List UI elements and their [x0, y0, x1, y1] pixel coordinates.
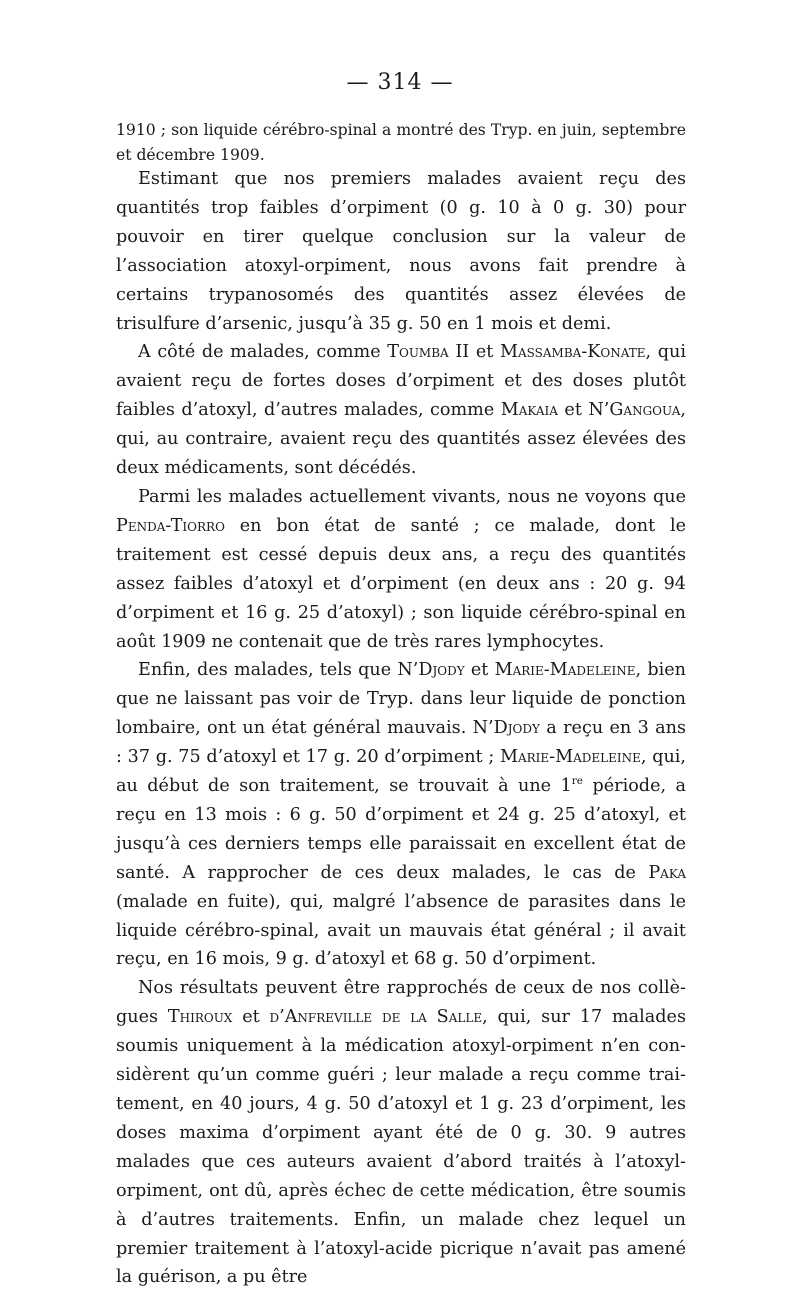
proper-name: Penda-Tiorro [116, 515, 225, 536]
text-run: période, a reçu en 13 mois : 6 g. 50 d’orpiment et 24 g. 25 d’atoxyl, et jusqu’à ces derniers temps elle paraissait en excellent état de santé. A rapprocher de ces deux malades, le cas de [116, 776, 687, 883]
text-run: et [557, 400, 589, 421]
text-run: , qui, sur 17 malades soumis uniquement à la médication atoxyl-orpiment n’en considèrent qu’un comme guéri ; leur malade a reçu comme traitement, en 40 jours, 4 g. 50 d’atoxyl et 1 g. 23 d’orpiment, les doses maxima d’orpiment ayant été de 0 g. 30. 9 autres malades que ces auteurs avaient d’abord traités à l’atoxyl-orpiment, ont dû, après échec de cette médication, être soumis à d’autres traitements. Enfin, un malade chez lequel un premier traitement à l’atoxyl-acide picrique n’avait pas amené la guérison, a pu être [116, 1007, 686, 1288]
paragraph [116, 483, 686, 656]
text-run: et [464, 660, 495, 681]
proper-name: Thiroux [167, 1007, 233, 1028]
proper-name: N’Djody [472, 718, 540, 739]
ordinal-suffix: re [571, 775, 584, 788]
text-run: A côté de malades, comme [138, 342, 388, 363]
proper-name: Marie-Madeleine [494, 660, 636, 681]
proper-name: Makaia [500, 400, 558, 421]
paragraph [116, 338, 686, 483]
text-run: Estimant que nos premiers malades avaient reçu des quantités trop faibles d’orpiment (0 g. 10 à 0 g. 30) pour pouvoir en tirer quelque conclusion sur la valeur de l’association atoxyl-orpiment, nous avons fait prendre à certains trypanosomés des quantités assez élevées de trisulfure d’arsenic, jusqu’à 35 g. 50 en 1 mois et demi. [116, 169, 686, 334]
text-run: II et [448, 342, 500, 363]
text-run: , qui, au début de son traitement, se trouvait à une 1 [116, 747, 687, 797]
text-run: , qui avaient reçu de fortes doses d’orpiment et des doses plutôt faibles d’atoxyl, d’autres malades, comme [116, 342, 686, 421]
text-run: , qui, au contraire, avaient reçu des quantités assez élevées des deux médicaments, sont décédés. [116, 400, 686, 479]
text-run: et [232, 1007, 270, 1028]
footnote: 1910 ; son liquide cérébro-spinal a montré des Tryp. en juin, septembre et décembre 1909. [116, 121, 686, 164]
text-run: Parmi les malades actuellement vivants, nous ne voyons que [138, 486, 686, 507]
paragraph [116, 974, 686, 1292]
proper-name: Paka [648, 862, 686, 883]
text-run: Enfin, des malades, tels que [138, 660, 398, 681]
paragraph [116, 656, 686, 974]
text-run: a reçu en 3 ans : 37 g. 75 d’atoxyl et 17 g. 20 d’orpiment ; [116, 718, 687, 768]
body-text [116, 165, 686, 1292]
text-run: Nos résultats peuvent être rapprochés de ceux de nos collègues [116, 978, 686, 1028]
proper-name: N’Djody [397, 660, 465, 681]
page-number: — 314 — [346, 70, 454, 95]
proper-name: Massamba-Konate [499, 342, 646, 363]
proper-name: d’Anfreville de la Salle [269, 1007, 483, 1028]
paragraph [116, 165, 686, 338]
proper-name: Marie-Madeleine [499, 747, 641, 768]
text-run: (malade en fuite), qui, malgré l’absence de parasites dans le liquide cérébro-spinal, avait un mauvais état général ; il avait reçu, en 16 mois, 9 g. d’atoxyl et 68 g. 50 d’orpiment. [116, 891, 686, 970]
text-run: en bon état de santé ; ce malade, dont le traitement est cessé depuis deux ans, a reçu des quantités assez faibles d’atoxyl et d’orpiment (en deux ans : 20 g. 94 d’orpiment et 16 g. 25 d’atoxyl) ; son liquide cérébro-spinal en août 1909 ne contenait que de très rares lymphocytes. [116, 515, 686, 652]
text-run: , bien que ne laissant pas voir de Tryp. dans leur liquide de ponction lombaire, ont un état général mauvais. [116, 660, 686, 739]
proper-name: N’Gangoua [588, 400, 681, 421]
proper-name: Toumba [387, 342, 449, 363]
